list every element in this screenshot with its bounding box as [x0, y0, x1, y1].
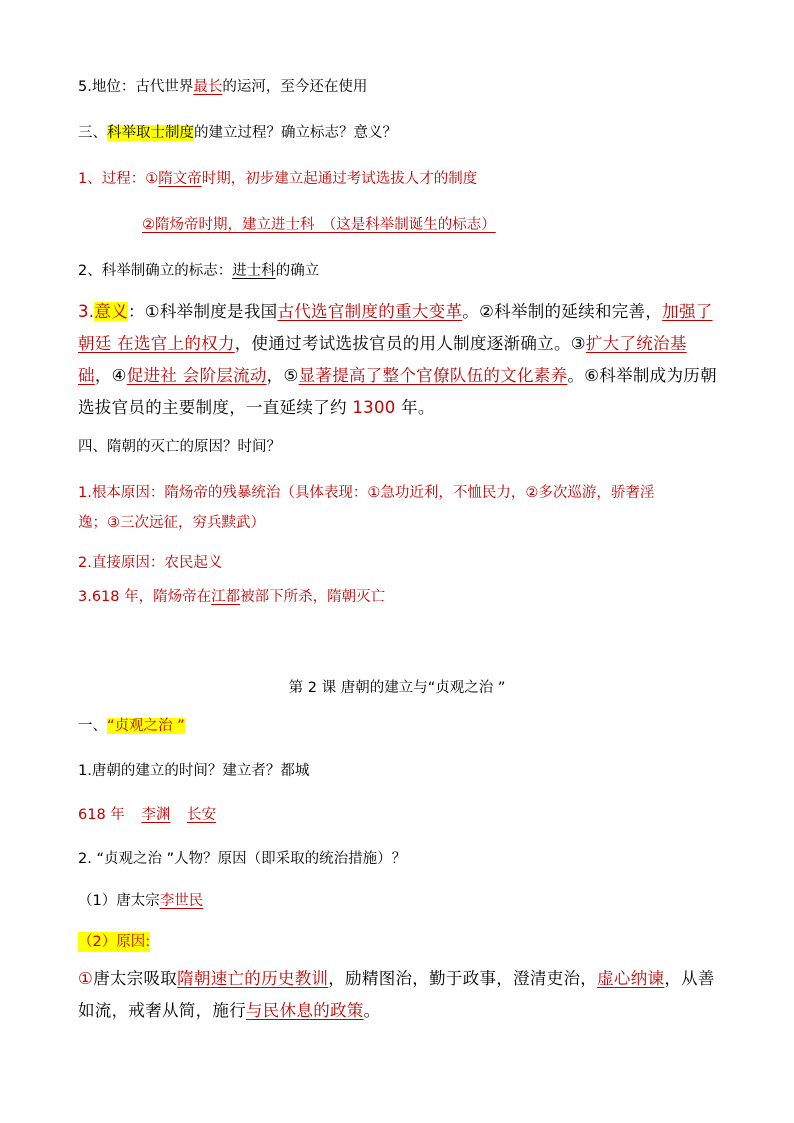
key-term: 李世民: [159, 893, 204, 909]
answer-1: [78, 805, 216, 825]
key-term: 长安: [187, 807, 217, 823]
text: 。⑥科举制成为历朝选拔官员的主要制度，一直延续了约: [78, 366, 717, 417]
text: 被部下所杀，隋朝灭亡: [240, 589, 386, 605]
text: 年。: [395, 398, 435, 417]
person-line: [78, 891, 203, 911]
text: 逸；③三次远征，穷兵黩武）: [78, 515, 265, 531]
text: ：①科举制度是我国: [127, 302, 278, 321]
text: 。②科举制的延续和完善，: [462, 302, 663, 321]
key-term: 促进社 会阶层流动: [126, 366, 267, 385]
direct-cause: 2.直接原因：农民起义: [78, 555, 223, 571]
text: 的确立: [275, 263, 320, 279]
key-term: 隋朝速亡的历史教训: [177, 969, 329, 988]
number: 1300: [352, 398, 396, 417]
text: ，励精图治，勤于政事，澄清吏治，: [328, 969, 598, 988]
text: 5.地位：古代世界: [78, 79, 194, 95]
text: 3.618 年，隋炀帝在: [78, 589, 212, 605]
highlight-term: “贞观之治 ”: [107, 718, 185, 734]
meaning-paragraph: [78, 296, 718, 424]
text: 618 年: [78, 807, 125, 823]
key-term: 最长: [193, 79, 223, 95]
text: ，从善如流，戒奢从简，施行: [78, 969, 715, 1020]
circled-number: ①: [78, 969, 94, 988]
text: 三、: [78, 125, 107, 141]
text: 1.根本原因：隋炀帝的残暴统治（具体表现：①急功近利，不恤民力，②多次巡游，骄奢淫: [78, 485, 655, 501]
text: 唐太宗吸取: [93, 969, 178, 988]
establish-line: [78, 261, 319, 281]
key-term: 江都: [211, 589, 241, 605]
text: 1、过程：①: [78, 171, 159, 187]
text: ，④: [94, 366, 127, 385]
text: 的运河，至今还在使用: [222, 79, 368, 95]
section-4-heading: 四、隋朝的灭亡的原因？时间？: [78, 439, 281, 455]
lesson-title: 第 2 课 唐朝的建立与“贞观之治 ”: [288, 680, 506, 696]
question-1: 1.唐朝的建立的时间？建立者？都城: [78, 763, 310, 779]
question-2: 2. “贞观之治 ”人物？原因（即采取的统治措施）？: [78, 851, 407, 867]
key-term: 加强了朝廷 在选官上的权力: [78, 302, 713, 353]
process-line-1: [78, 169, 477, 189]
key-term: 虚心纳谏: [597, 969, 665, 988]
fall-line: [78, 587, 385, 607]
key-term: 与民休息的政策: [246, 1001, 364, 1020]
highlight-term: 意义: [94, 302, 128, 321]
section-3-heading: [78, 123, 397, 143]
key-term: 古代选官制度的重大变革: [277, 302, 463, 321]
text: （1）唐太宗: [78, 893, 160, 909]
section-1-heading: [78, 716, 185, 736]
root-cause: [78, 478, 654, 538]
text: 一、: [78, 718, 107, 734]
key-term: 扩大了统治基础: [78, 334, 687, 385]
key-term: 隋文帝: [158, 171, 202, 187]
text: ，使通过考试选拔官员的用人制度逐渐确立。③: [234, 334, 586, 353]
text: 。: [363, 1001, 381, 1020]
process-line-2: ②隋炀帝时期，建立进士科 （这是科举制诞生的标志）: [142, 217, 496, 233]
key-term: 李渊: [141, 807, 171, 823]
key-term: 进士科: [232, 263, 276, 279]
highlight-term: 科举取士制度: [107, 125, 194, 141]
reason-heading: （2）原因:: [78, 934, 151, 950]
text: 3.: [78, 302, 95, 321]
line-status: [78, 77, 367, 97]
text: 时期，初步建立起通过考试选拔人才的制度: [201, 171, 478, 187]
text: 的建立过程？确立标志？意义？: [194, 125, 397, 141]
key-term: 显著提高了整个官僚队伍的文化素养: [298, 366, 568, 385]
reason-paragraph: [78, 963, 718, 1027]
text: 2、科举制确立的标志：: [78, 263, 233, 279]
text: ，⑤: [266, 366, 299, 385]
